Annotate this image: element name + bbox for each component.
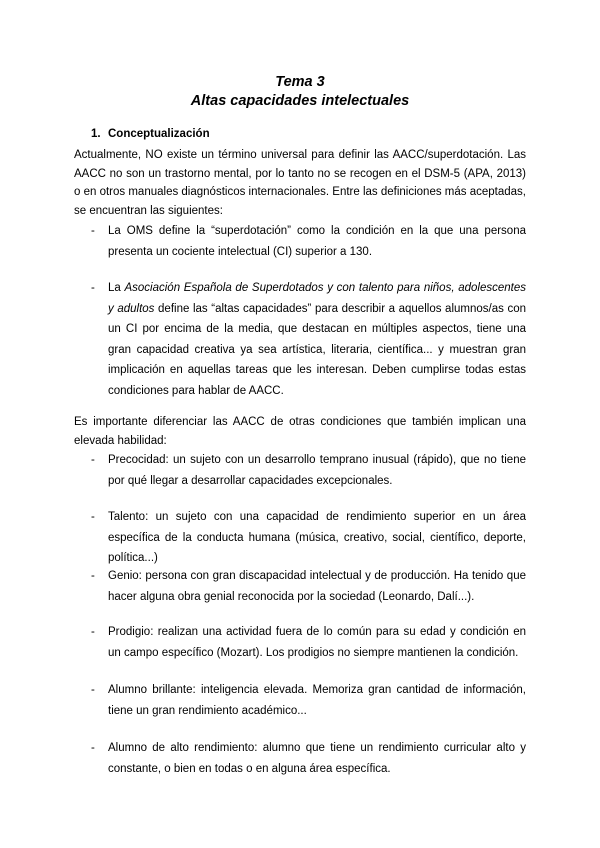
list-item-prefix: La (108, 282, 125, 294)
list-item-talento (91, 507, 526, 569)
list-item-alumno-brillante (91, 680, 526, 721)
list-item-text (108, 278, 526, 401)
section-heading (91, 127, 210, 141)
list-item-text: La OMS define la “superdotación” como la condición en la que una persona presenta un cociente intelectual (CI) superior a 130. (108, 225, 526, 258)
list-dash: - (91, 225, 95, 237)
organization-name: Asociación Española de Superdotados y con talento para niños, adolescentes y adultos (108, 282, 526, 315)
document-title: Altas capacidades intelectuales (190, 93, 410, 109)
list-dash: - (91, 511, 95, 523)
list-item-text: Talento: un sujeto con una capacidad de rendimiento superior en un área específica de la conducta humana (música, creativo, social, científico, deporte, política...) (108, 511, 526, 564)
list-item-text: Alumno brillante: inteligencia elevada. Memoriza gran cantidad de información, tiene un gran rendimiento académico... (108, 684, 526, 717)
list-item-text: Prodigio: realizan una actividad fuera de lo común para su edad y condición en un campo específico (Mozart). Los prodigios no siempre mantienen la condición. (108, 626, 526, 659)
intro-paragraph: Actualmente, NO existe un término universal para definir las AACC/superdotación. Las AACC no son un trastorno mental, por lo tanto no se recogen en el DSM-5 (APA, 2013) o en otros manuales diagnósticos internacionales. Entre las definiciones más aceptadas, se encuentran las siguientes: (74, 149, 526, 217)
list-dash: - (91, 684, 95, 696)
differentiation-paragraph: Es importante diferenciar las AACC de otras condiciones que también implican una elevada habilidad: (74, 416, 526, 447)
list-item-oms (91, 221, 526, 262)
list-dash: - (91, 626, 95, 638)
list-item-precocidad (91, 450, 526, 491)
list-item-body: define las “altas capacidades” para describir a aquellos alumnos/as con un CI por encima de la media, que destacan en múltiples aspectos, tiene una gran capacidad creativa ya sea artística, literaria, científica... y muestran gran implicación en aquellas tareas que les interesan. Deben cumplirse todas estas condiciones para hablar de AACC. (108, 302, 526, 397)
list-dash: - (91, 742, 95, 754)
list-item-genio (91, 566, 526, 607)
list-item-text: Precocidad: un sujeto con un desarrollo temprano inusual (rápido), que no tiene por qué llegar a desarrollar capacidades excepcionales. (108, 454, 526, 487)
list-dash: - (91, 570, 95, 582)
list-item-text: Genio: persona con gran discapacidad intelectual y de producción. Ha tenido que hacer alguna obra genial reconocida por la sociedad (Leonardo, Dalí...). (108, 570, 526, 603)
list-item-alto-rendimiento (91, 738, 526, 779)
document-title-number: Tema 3 (275, 74, 325, 90)
list-dash: - (91, 454, 95, 466)
section-title: Conceptualización (108, 128, 210, 140)
list-item-text: Alumno de alto rendimiento: alumno que tiene un rendimiento curricular alto y constante, o bien en todas o en alguna área específica. (108, 742, 526, 775)
list-dash: - (91, 282, 95, 294)
section-number: 1. (91, 128, 101, 140)
list-item-prodigio (91, 622, 526, 663)
list-item-asociacion (91, 278, 526, 401)
